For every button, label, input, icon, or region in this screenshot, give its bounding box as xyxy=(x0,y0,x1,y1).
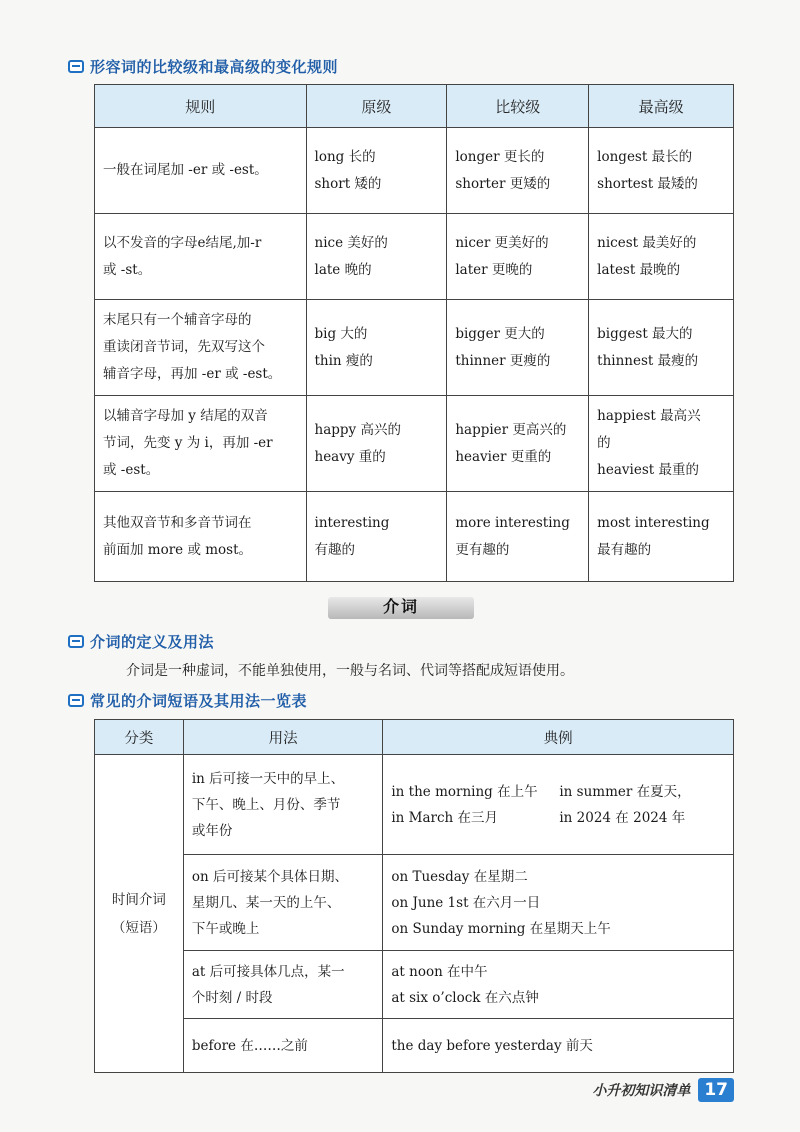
header-usage: 用法 xyxy=(183,720,383,755)
table-row xyxy=(95,951,734,1019)
book-title: 小升初知识清单 xyxy=(592,1083,691,1099)
examples-cell: in the morning 在上午 in summer 在夏天， in March 在三月 in 2024 在 2024 年 xyxy=(383,755,734,855)
comparative-cell: more interesting 更有趣的 xyxy=(447,492,589,582)
rule-cell: 末尾只有一个辅音字母的 重读闭音节词，先双写这个 辅音字母，再加 -er 或 -est。 xyxy=(95,300,307,396)
superlative-cell: most interesting 最有趣的 xyxy=(589,492,734,582)
table-row xyxy=(95,492,734,582)
usage-cell: on 后可接某个具体日期、 星期几、某一天的上午、 下午或晚上 xyxy=(183,855,383,951)
superlative-cell: happiest 最高兴 的 heaviest 最重的 xyxy=(589,396,734,492)
base-cell: big 大的 thin 瘦的 xyxy=(306,300,447,396)
section-icon xyxy=(68,60,84,73)
table-row xyxy=(95,128,734,214)
header-examples: 典例 xyxy=(383,720,734,755)
page-number: 17 xyxy=(698,1078,734,1102)
comparative-cell: longer 更长的 shorter 更矮的 xyxy=(447,128,589,214)
table-row xyxy=(95,396,734,492)
header-superlative: 最高级 xyxy=(589,85,734,128)
table-row xyxy=(95,300,734,396)
section-heading-preposition-definition xyxy=(68,631,214,652)
section-title: 介词的定义及用法 xyxy=(90,633,215,651)
adjective-comparison-table xyxy=(94,84,734,582)
base-cell: long 长的 short 矮的 xyxy=(306,128,447,214)
section-title: 常见的介词短语及其用法一览表 xyxy=(90,692,308,710)
page-footer xyxy=(592,1078,734,1102)
rule-cell: 以不发音的字母e结尾,加-r 或 -st。 xyxy=(95,214,307,300)
preposition-phrase-table xyxy=(94,719,734,1073)
usage-cell: before 在……之前 xyxy=(183,1019,383,1073)
base-cell: nice 美好的 late 晚的 xyxy=(306,214,447,300)
table-row xyxy=(95,855,734,951)
chapter-banner: 介词 xyxy=(328,597,474,619)
superlative-cell: nicest 最美好的 latest 最晚的 xyxy=(589,214,734,300)
header-comparative: 比较级 xyxy=(447,85,589,128)
table-row xyxy=(95,214,734,300)
rule-cell: 其他双音节和多音节词在 前面加 more 或 most。 xyxy=(95,492,307,582)
section-icon xyxy=(68,635,84,648)
base-cell: interesting 有趣的 xyxy=(306,492,447,582)
section-icon xyxy=(68,694,84,707)
comparative-cell: bigger 更大的 thinner 更瘦的 xyxy=(447,300,589,396)
usage-cell: at 后可接具体几点，某一 个时刻 / 时段 xyxy=(183,951,383,1019)
table-header-row xyxy=(95,720,734,755)
examples-cell: on Tuesday 在星期二 on June 1st 在六月一日 on Sunday morning 在星期天上午 xyxy=(383,855,734,951)
base-cell: happy 高兴的 heavy 重的 xyxy=(306,396,447,492)
section-heading-preposition-table xyxy=(68,690,307,711)
examples-cell: at noon 在中午 at six o’clock 在六点钟 xyxy=(383,951,734,1019)
table-header-row xyxy=(95,85,734,128)
table-row xyxy=(95,755,734,855)
section-title: 形容词的比较级和最高级的变化规则 xyxy=(90,58,339,76)
rule-cell: 以辅音字母加 y 结尾的双音 节词，先变 y 为 i，再加 -er 或 -est。 xyxy=(95,396,307,492)
category-cell: 时间介词 （短语） xyxy=(95,755,184,1073)
header-rule: 规则 xyxy=(95,85,307,128)
superlative-cell: biggest 最大的 thinnest 最瘦的 xyxy=(589,300,734,396)
table-row xyxy=(95,1019,734,1073)
comparative-cell: nicer 更美好的 later 更晚的 xyxy=(447,214,589,300)
comparative-cell: happier 更高兴的 heavier 更重的 xyxy=(447,396,589,492)
superlative-cell: longest 最长的 shortest 最矮的 xyxy=(589,128,734,214)
examples-cell: the day before yesterday 前天 xyxy=(383,1019,734,1073)
rule-cell: 一般在词尾加 -er 或 -est。 xyxy=(95,128,307,214)
header-base: 原级 xyxy=(306,85,447,128)
usage-cell: in 后可接一天中的早上、 下午、晚上、月份、季节 或年份 xyxy=(183,755,383,855)
definition-paragraph: 介词是一种虚词，不能单独使用，一般与名词、代词等搭配成短语使用。 xyxy=(126,663,574,679)
section-heading-adjective-rules xyxy=(68,56,338,77)
header-category: 分类 xyxy=(95,720,184,755)
